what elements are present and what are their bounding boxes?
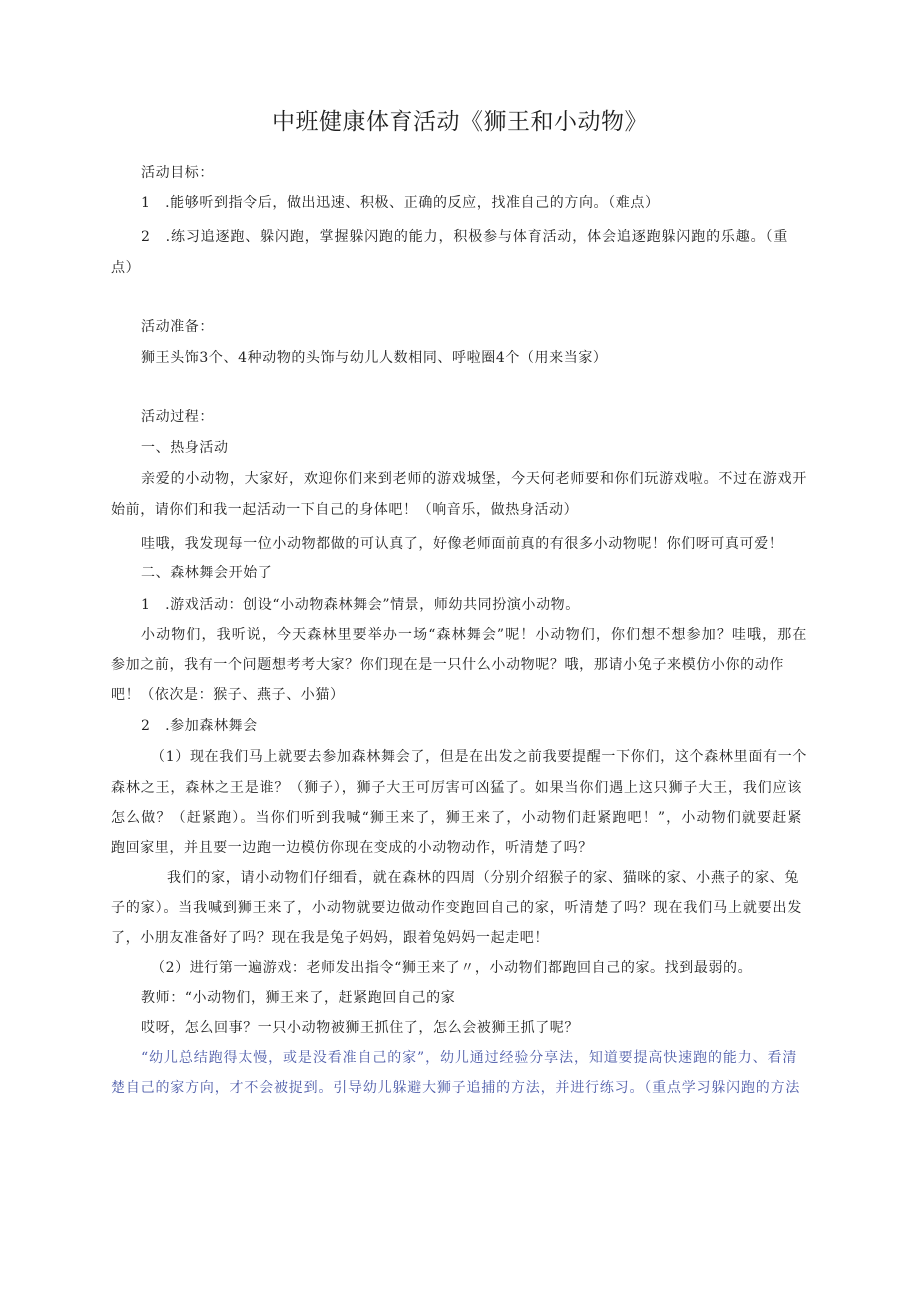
paragraph-line: 怎么做？（赶紧跑）。当你们听到我喊“狮王来了，狮王来了，小动物们赶紧跑吧！”，小动物们就要赶紧 <box>111 810 802 826</box>
paragraph-line: 1 .能够听到指令后，做出迅速、积极、正确的反应，找准自己的方向。（难点） <box>141 195 660 211</box>
section-subheading: 二、森林舞会开始了 <box>141 565 273 581</box>
paragraph-line: 小动物们，我听说，今天森林里要举办一场“森林舞会”呢！小动物们，你们想不想参加？哇哦，那在 <box>141 627 807 643</box>
highlighted-paragraph-line: “幼儿总结跑得太慢，或是没看准自己的家”，幼儿通过经验分享法，知道要提高快速跑的能力、看清 <box>141 1050 797 1066</box>
highlighted-paragraph-line: 楚自己的家方向，才不会被捉到。引导幼儿躲避大狮子追捕的方法，并进行练习。（重点学习躲闪跑的方法 <box>111 1080 800 1096</box>
section-heading-process: 活动过程： <box>141 409 214 425</box>
paragraph-line: 2 .练习追逐跑、躲闪跑，掌握躲闪跑的能力，积极参与体育活动，体会追逐跑躲闪跑的乐趣。（重 <box>141 229 788 245</box>
paragraph-line: 跑回家里，并且要一边跑一边模仿你现在变成的小动物动作，听清楚了吗？ <box>111 840 593 856</box>
section-heading-goals: 活动目标： <box>141 165 214 181</box>
page-title: 中班健康体育活动《狮王和小动物》 <box>272 109 648 135</box>
paragraph-line: 吧！（依次是：猴子、燕子、小猫） <box>111 687 345 703</box>
section-subheading: 一、热身活动 <box>141 440 229 456</box>
paragraph-line: 始前，请你们和我一起活动一下自己的身体吧！（响音乐，做热身活动） <box>111 502 579 518</box>
paragraph-line: （1）现在我们马上就要去参加森林舞会了，但是在出发之前我要提醒一下你们，这个森林里面有一个 <box>151 749 807 765</box>
section-heading-preparation: 活动准备： <box>141 319 214 335</box>
paragraph-line: 哇哦，我发现每一位小动物都做的可认真了，好像老师面前真的有很多小动物呢！你们呀可真可爱！ <box>141 536 784 552</box>
paragraph-line: 教师：“小动物们，狮王来了，赶紧跑回自己的家 <box>141 990 456 1006</box>
paragraph-line: 了，小朋友准备好了吗？现在我是兔子妈妈，跟着兔妈妈一起走吧！ <box>111 930 549 946</box>
paragraph-line: （2）进行第一遍游戏：老师发出指令“狮王来了〃，小动物们都跑回自己的家。找到最弱的。 <box>151 960 753 976</box>
paragraph-line: 我们的家，请小动物们仔细看，就在森林的四周（分别介绍猴子的家、猫咪的家、小燕子的家、兔 <box>167 870 799 886</box>
paragraph-line: 参加之前，我有一个问题想考考大家？你们现在是一只什么小动物呢？哦，那请小兔子来模仿小你的动作 <box>111 657 784 673</box>
paragraph-line: 森林之王，森林之王是谁？（狮子），狮子大王可厉害可凶猛了。如果当你们遇上这只狮子大王，我们应该 <box>111 780 802 796</box>
paragraph-line: 哎呀，怎么回事？一只小动物被狮王抓住了，怎么会被狮王抓了呢？ <box>141 1020 579 1036</box>
paragraph-line: 点） <box>111 260 141 276</box>
paragraph-line: 子的家）。当我喊到狮王来了，小动物就要边做动作变跑回自己的家，听清楚了吗？现在我们马上就要出发 <box>111 900 802 916</box>
paragraph-line: 1 .游戏活动：创设“小动物森林舞会”情景，师幼共同扮演小动物。 <box>141 597 580 613</box>
section-subheading: 2 .参加森林舞会 <box>141 718 258 734</box>
paragraph-line: 亲爱的小动物，大家好，欢迎你们来到老师的游戏城堡，今天何老师要和你们玩游戏啦。不过在游戏开 <box>141 471 807 487</box>
paragraph-line: 狮王头饰3个、4种动物的头饰与幼儿人数相同、呼啦圈4个（用来当家） <box>141 350 608 366</box>
